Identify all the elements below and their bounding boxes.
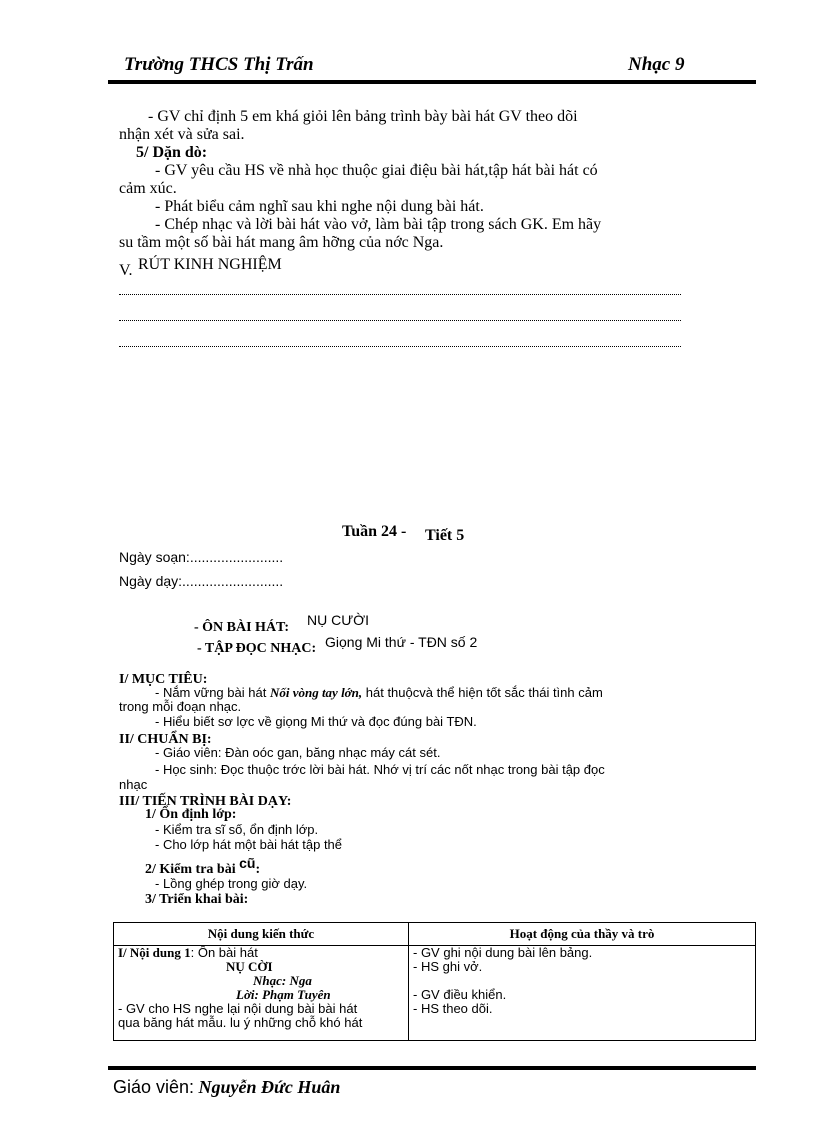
content-song: NỤ CỜI: [226, 959, 273, 974]
step-1a: - Kiểm tra sĩ số, ổn định lớp.: [155, 822, 319, 837]
dotted-line-1: [119, 294, 681, 295]
homework-2: - Phát biểu cảm nghĩ sau khi nghe nội dung bài hát.: [155, 198, 484, 215]
review-song: NỤ CƯỜI: [307, 612, 370, 628]
content-lyrics: Lời: Phạm Tuyên: [236, 987, 331, 1002]
section-1-title: I/ MỤC TIÊU:: [119, 672, 208, 687]
table-header-content: Nội dung kiến thức: [114, 923, 409, 946]
dotted-line-3: [119, 346, 681, 347]
section-2-title: II/ CHUẨN BỊ:: [119, 732, 212, 747]
s1-line3: - Hiểu biết sơ lợc về giọng Mi thứ và đọc đúng bài TĐN.: [155, 714, 477, 729]
reading-label: - TẬP ĐỌC NHẠC:: [197, 641, 317, 656]
table-cell-content: [114, 946, 409, 1041]
dotted-line-2: [119, 320, 681, 321]
subject-name: Nhạc 9: [628, 54, 685, 75]
step-1-title: 1/ Ổn định lớp:: [145, 807, 237, 822]
s1-line1: - Nắm vững bài hát Nối vòng tay lớn, hát thuộcvà thể hiện tốt sắc thái tình cảm: [155, 685, 603, 700]
step-3-title: 3/ Triển khai bài:: [145, 892, 249, 907]
s2-line1: - Giáo viên: Đàn oóc gan, băng nhạc máy cát sét.: [155, 745, 441, 760]
footer-teacher: Giáo viên: Nguyễn Đức Huân: [113, 1077, 341, 1097]
homework-1a: - GV yêu cầu HS về nhà học thuộc giai điệu bài hát,tập hát bài hát có: [155, 162, 598, 179]
content-title: I/ Nội dung 1: Ôn bài hát: [118, 945, 258, 960]
activity-2: - HS ghi vở.: [413, 959, 483, 974]
content-p2: qua băng hát mẫu. lu ý những chỗ khó hát: [118, 1015, 363, 1030]
prep-date: Ngày soạn:........................: [119, 549, 284, 565]
step-1b: - Cho lớp hát một bài hát tập thể: [155, 837, 343, 852]
content-music: Nhạc: Nga: [253, 973, 312, 988]
lesson-table: [113, 922, 756, 1041]
experience-number: V.: [119, 262, 133, 279]
header-rule: [108, 80, 756, 84]
content-p1: - GV cho HS nghe lại nội dung bài bài hát: [118, 1001, 358, 1016]
review-label: - ÔN BÀI HÁT:: [194, 620, 290, 635]
s2-line3: nhạc: [119, 777, 148, 792]
homework-title: 5/ Dặn dò:: [136, 144, 208, 161]
lesson-period: Tiết 5: [425, 527, 465, 544]
teach-date: Ngày dạy:..........................: [119, 573, 284, 589]
footer-rule: [108, 1066, 756, 1070]
homework-3a: - Chép nhạc và lời bài hát vào vở, làm bài tập trong sách GK. Em hãy: [155, 216, 602, 233]
homework-3b: su tầm một số bài hát mang âm hỡng của nớc Nga.: [119, 234, 444, 251]
school-name: Trường THCS Thị Trấn: [124, 54, 314, 75]
step-2-title: 2/ Kiểm tra bài cũ:: [145, 855, 261, 877]
homework-1b: cảm xúc.: [119, 180, 177, 197]
reading-value: Giọng Mi thứ - TĐN số 2: [325, 634, 478, 650]
p1-line1: - GV chỉ định 5 em khá giỏi lên bảng trình bày bài hát GV theo dõi: [148, 108, 578, 125]
s1-line2: trong mỗi đoạn nhạc.: [119, 699, 242, 714]
experience-title: RÚT KINH NGHIỆM: [138, 256, 282, 273]
step-2a: - Lồng ghép trong giờ dạy.: [155, 876, 308, 891]
lesson-week: Tuần 24 -: [342, 523, 407, 540]
s2-line2: - Học sinh: Đọc thuộc trớc lời bài hát. Nhớ vị trí các nốt nhạc trong bài tập đọc: [155, 762, 605, 777]
activity-4: - HS theo dõi.: [413, 1001, 493, 1016]
section-3-title: III/ TIẾN TRÌNH BÀI DẠY:: [119, 794, 292, 809]
song-name-italic: Nối vòng tay lớn,: [269, 685, 363, 700]
activity-3: - GV điều khiển.: [413, 987, 507, 1002]
activity-1: - GV ghi nội dung bài lên bảng.: [413, 945, 593, 960]
table-header-activity: Hoạt động của thầy và trò: [409, 923, 756, 946]
table-cell-activity: [409, 946, 756, 1041]
p1-line2: nhận xét và sửa sai.: [119, 126, 245, 143]
